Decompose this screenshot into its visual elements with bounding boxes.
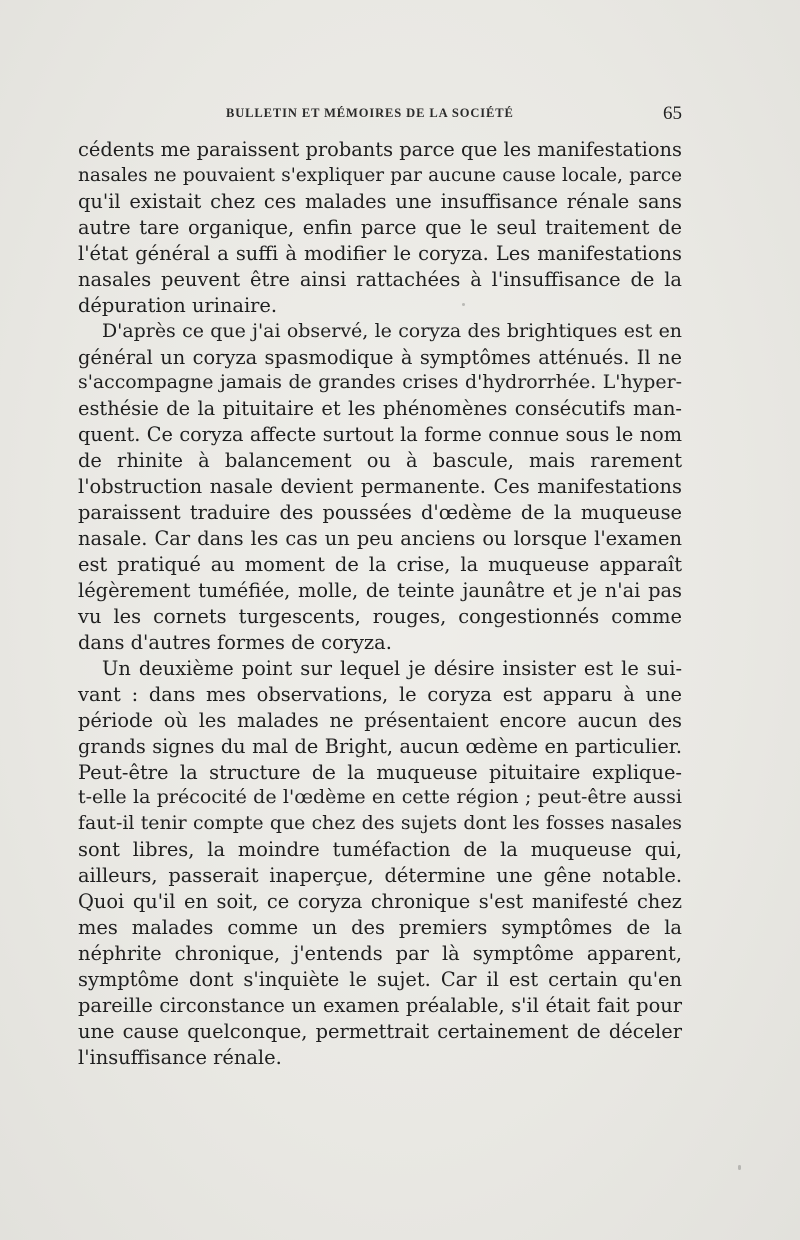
text-line: qu'il existait chez ces malades une insuffisance rénale sans (78, 189, 682, 213)
running-head: BULLETIN ET MÉMOIRES DE LA SOCIÉTÉ (226, 106, 514, 120)
page-number: 65 (663, 103, 682, 124)
text-line: dépuration urinaire. (78, 293, 278, 317)
page-header (78, 103, 682, 127)
text-line: période où les malades ne présentaient encore aucun des (78, 708, 682, 732)
text-line: paraissent traduire des poussées d'œdème de la muqueuse (78, 501, 682, 525)
text-line: Peut-être la structure de la muqueuse pituitaire explique- (78, 760, 682, 784)
text-line: nasale. Car dans les cas un peu anciens ou lorsque l'examen (78, 527, 682, 551)
text-line: nasales peuvent être ainsi rattachées à l'insuffisance de la (78, 267, 682, 291)
text-line: de rhinite à balancement ou à bascule, mais rarement (78, 449, 682, 473)
print-speck (738, 1165, 741, 1170)
text-line: dans d'autres formes de coryza. (78, 630, 392, 654)
text-line: grands signes du mal de Bright, aucun œdème en particulier. (78, 734, 682, 758)
text-line: l'insuffisance rénale. (78, 1045, 282, 1069)
text-line: s'accompagne jamais de grandes crises d'hydrorrhée. L'hyper- (78, 371, 682, 394)
text-line: une cause quelconque, permettrait certainement de déceler (78, 1019, 682, 1043)
paragraph-start: Un deuxième point sur lequel je désire insister est le sui- (102, 656, 682, 680)
text-line: vant : dans mes observations, le coryza est apparu à une (78, 682, 682, 706)
text-line: l'obstruction nasale devient permanente. Ces manifestations (78, 475, 682, 499)
text-line: général un coryza spasmodique à symptômes atténués. Il ne (78, 345, 682, 369)
text-line: esthésie de la pituitaire et les phénomènes consécutifs man- (78, 397, 682, 421)
text-line: cédents me paraissent probants parce que les manifestations (78, 138, 682, 161)
body-text (78, 137, 682, 1071)
text-line: pareille circonstance un examen préalable, s'il était fait pour (78, 993, 682, 1017)
text-line: ailleurs, passerait inaperçue, détermine une gêne notable. (78, 864, 682, 888)
text-line: néphrite chronique, j'entends par là symptôme apparent, (78, 942, 682, 966)
text-line: Quoi qu'il en soit, ce coryza chronique s'est manifesté chez (78, 890, 682, 914)
text-line: légèrement tuméfiée, molle, de teinte jaunâtre et je n'ai pas (78, 578, 682, 602)
text-line: sont libres, la moindre tuméfaction de la muqueuse qui, (78, 838, 682, 862)
text-line: nasales ne pouvaient s'expliquer par aucune cause locale, parce (78, 164, 682, 186)
text-line: autre tare organique, enfin parce que le seul traitement de (78, 215, 682, 239)
text-line: symptôme dont s'inquiète le sujet. Car il est certain qu'en (78, 968, 682, 991)
text-line: mes malades comme un des premiers symptômes de la (78, 916, 682, 940)
text-line: faut-il tenir compte que chez des sujets dont les fosses nasales (78, 812, 682, 835)
text-line: t-elle la précocité de l'œdème en cette région ; peut-être aussi (78, 786, 682, 809)
text-line: l'état général a suffi à modifier le coryza. Les manifestations (78, 241, 682, 265)
print-speck (462, 303, 465, 306)
text-line: vu les cornets turgescents, rouges, congestionnés comme (78, 604, 682, 628)
text-line: est pratiqué au moment de la crise, la muqueuse apparaît (78, 553, 682, 576)
text-line: quent. Ce coryza affecte surtout la forme connue sous le nom (78, 423, 682, 447)
paragraph-start: D'après ce que j'ai observé, le coryza des brightiques est en (102, 319, 682, 342)
